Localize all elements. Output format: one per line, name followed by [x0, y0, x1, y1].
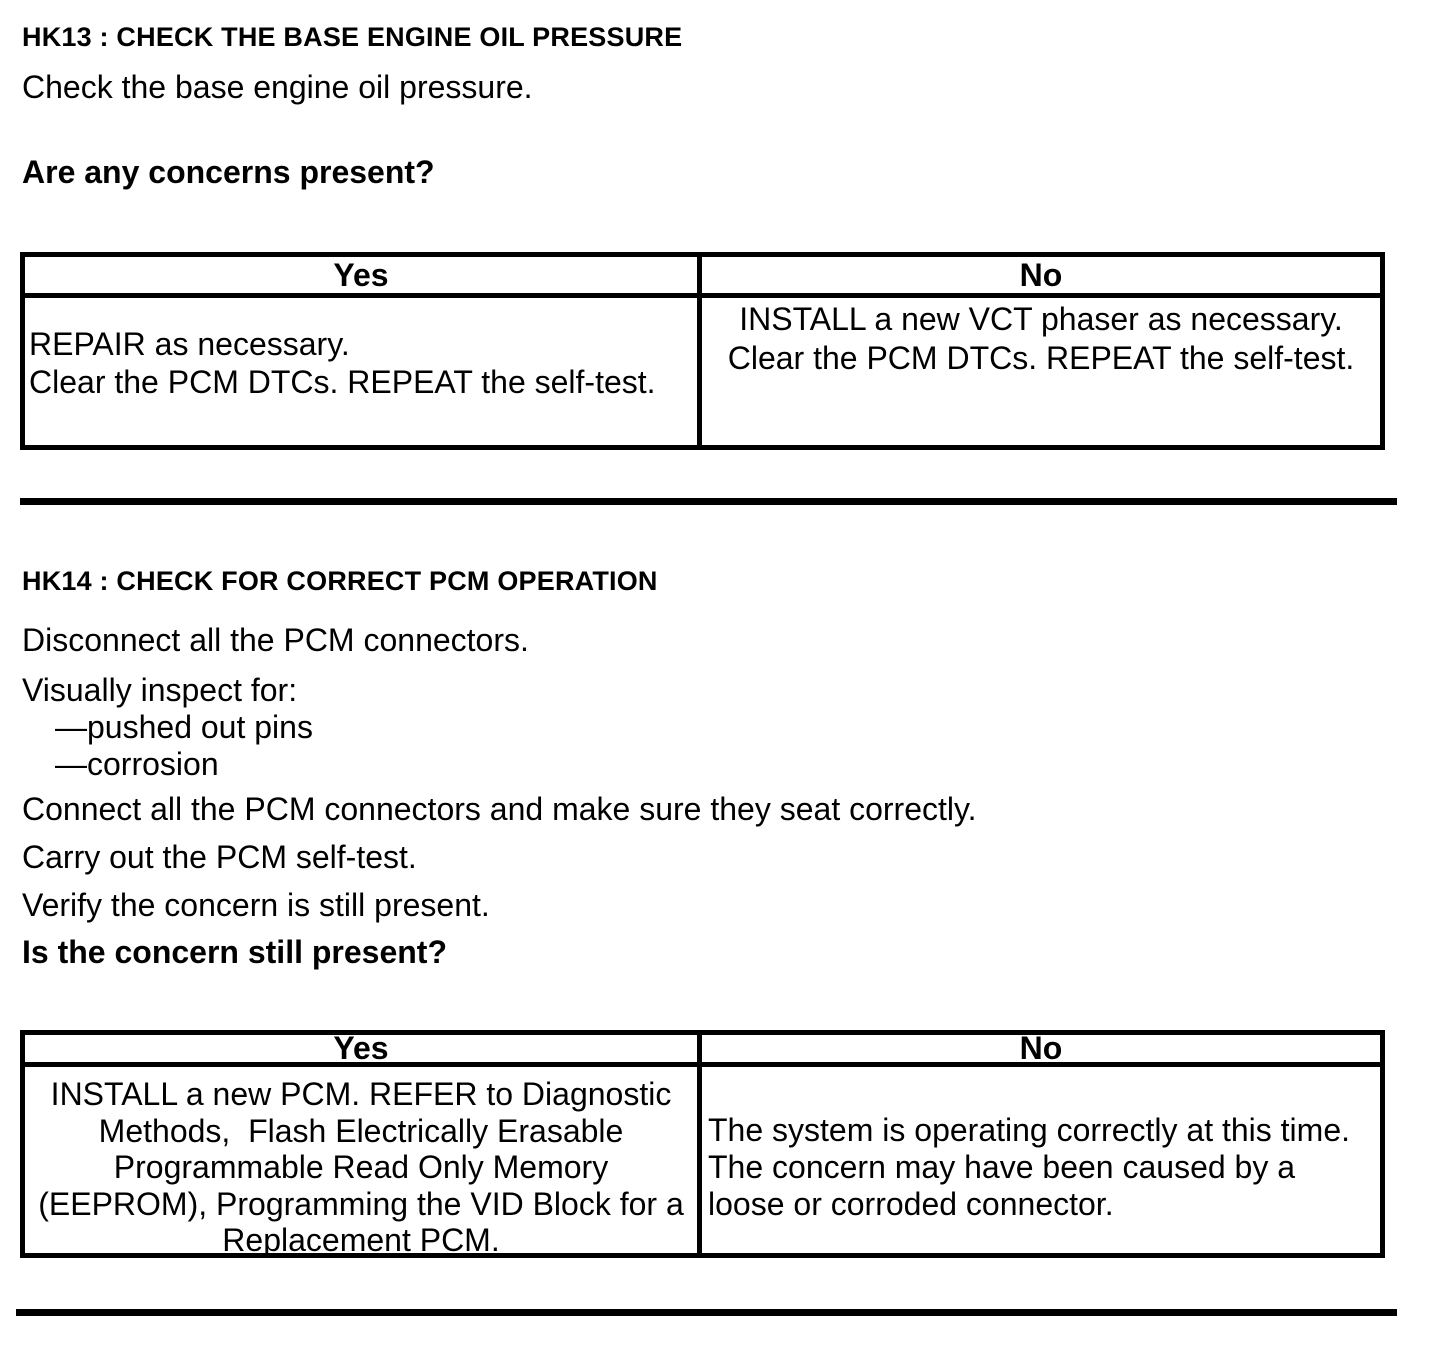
yes-action-cell: [25, 1067, 702, 1258]
step-hk14-instruction: Verify the concern is still present.: [22, 887, 490, 923]
decision-table-body-row: [25, 1067, 1380, 1258]
decision-table-header-row: [25, 257, 1380, 298]
section-divider: [16, 1309, 1397, 1316]
step-hk13-heading: HK13 : CHECK THE BASE ENGINE OIL PRESSURE: [22, 22, 683, 52]
table-cell-line: (EEPROM), Programming the VID Block for a: [38, 1185, 684, 1222]
step-hk14-instruction: Connect all the PCM connectors and make sure they seat correctly.: [22, 791, 977, 827]
no-column-header: No: [1019, 257, 1063, 293]
table-cell-line: The system is operating correctly at this time.: [708, 1112, 1350, 1148]
step-hk13-question: Are any concerns present?: [22, 154, 435, 190]
no-action-cell: [702, 1067, 1380, 1253]
yes-action-cell: [25, 298, 702, 445]
table-cell-line: Clear the PCM DTCs. REPEAT the self-test.: [727, 340, 1355, 376]
step-hk13-instruction: Check the base engine oil pressure.: [22, 69, 533, 105]
table-cell-line: loose or corroded connector.: [708, 1186, 1114, 1222]
decision-table-hk13: [20, 252, 1385, 450]
table-cell-line: Methods, Flash Electrically Erasable: [98, 1112, 624, 1149]
table-cell-line: Clear the PCM DTCs. REPEAT the self-test.: [29, 364, 656, 400]
step-hk14-heading: HK14 : CHECK FOR CORRECT PCM OPERATION: [22, 566, 658, 596]
table-cell-line: REPAIR as necessary.: [29, 326, 350, 362]
inspection-list-item: —pushed out pins: [55, 709, 313, 745]
yes-column-header: Yes: [25, 1035, 702, 1062]
yes-column-header: Yes: [25, 257, 702, 293]
no-action-cell: [702, 298, 1380, 445]
table-cell-line: The concern may have been caused by a: [708, 1149, 1296, 1185]
table-cell-line: INSTALL a new VCT phaser as necessary.: [739, 301, 1343, 337]
inspection-list-item: —corrosion: [55, 746, 219, 782]
no-column-header: No: [1019, 1030, 1063, 1066]
step-hk14-question: Is the concern still present?: [22, 934, 447, 970]
section-divider: [20, 498, 1397, 505]
step-hk14-instruction: Carry out the PCM self-test.: [22, 839, 417, 875]
table-cell-line: Programmable Read Only Memory: [113, 1149, 609, 1185]
table-cell-line: Replacement PCM.: [222, 1222, 500, 1258]
decision-table-body-row: [25, 298, 1380, 445]
table-cell-line: INSTALL a new PCM. REFER to Diagnostic: [50, 1076, 672, 1112]
step-hk14-instruction: Disconnect all the PCM connectors.: [22, 622, 529, 658]
step-hk14-instruction: Visually inspect for:: [22, 672, 298, 708]
decision-table-hk14: [20, 1030, 1385, 1258]
decision-table-header-row: [25, 1030, 1380, 1067]
